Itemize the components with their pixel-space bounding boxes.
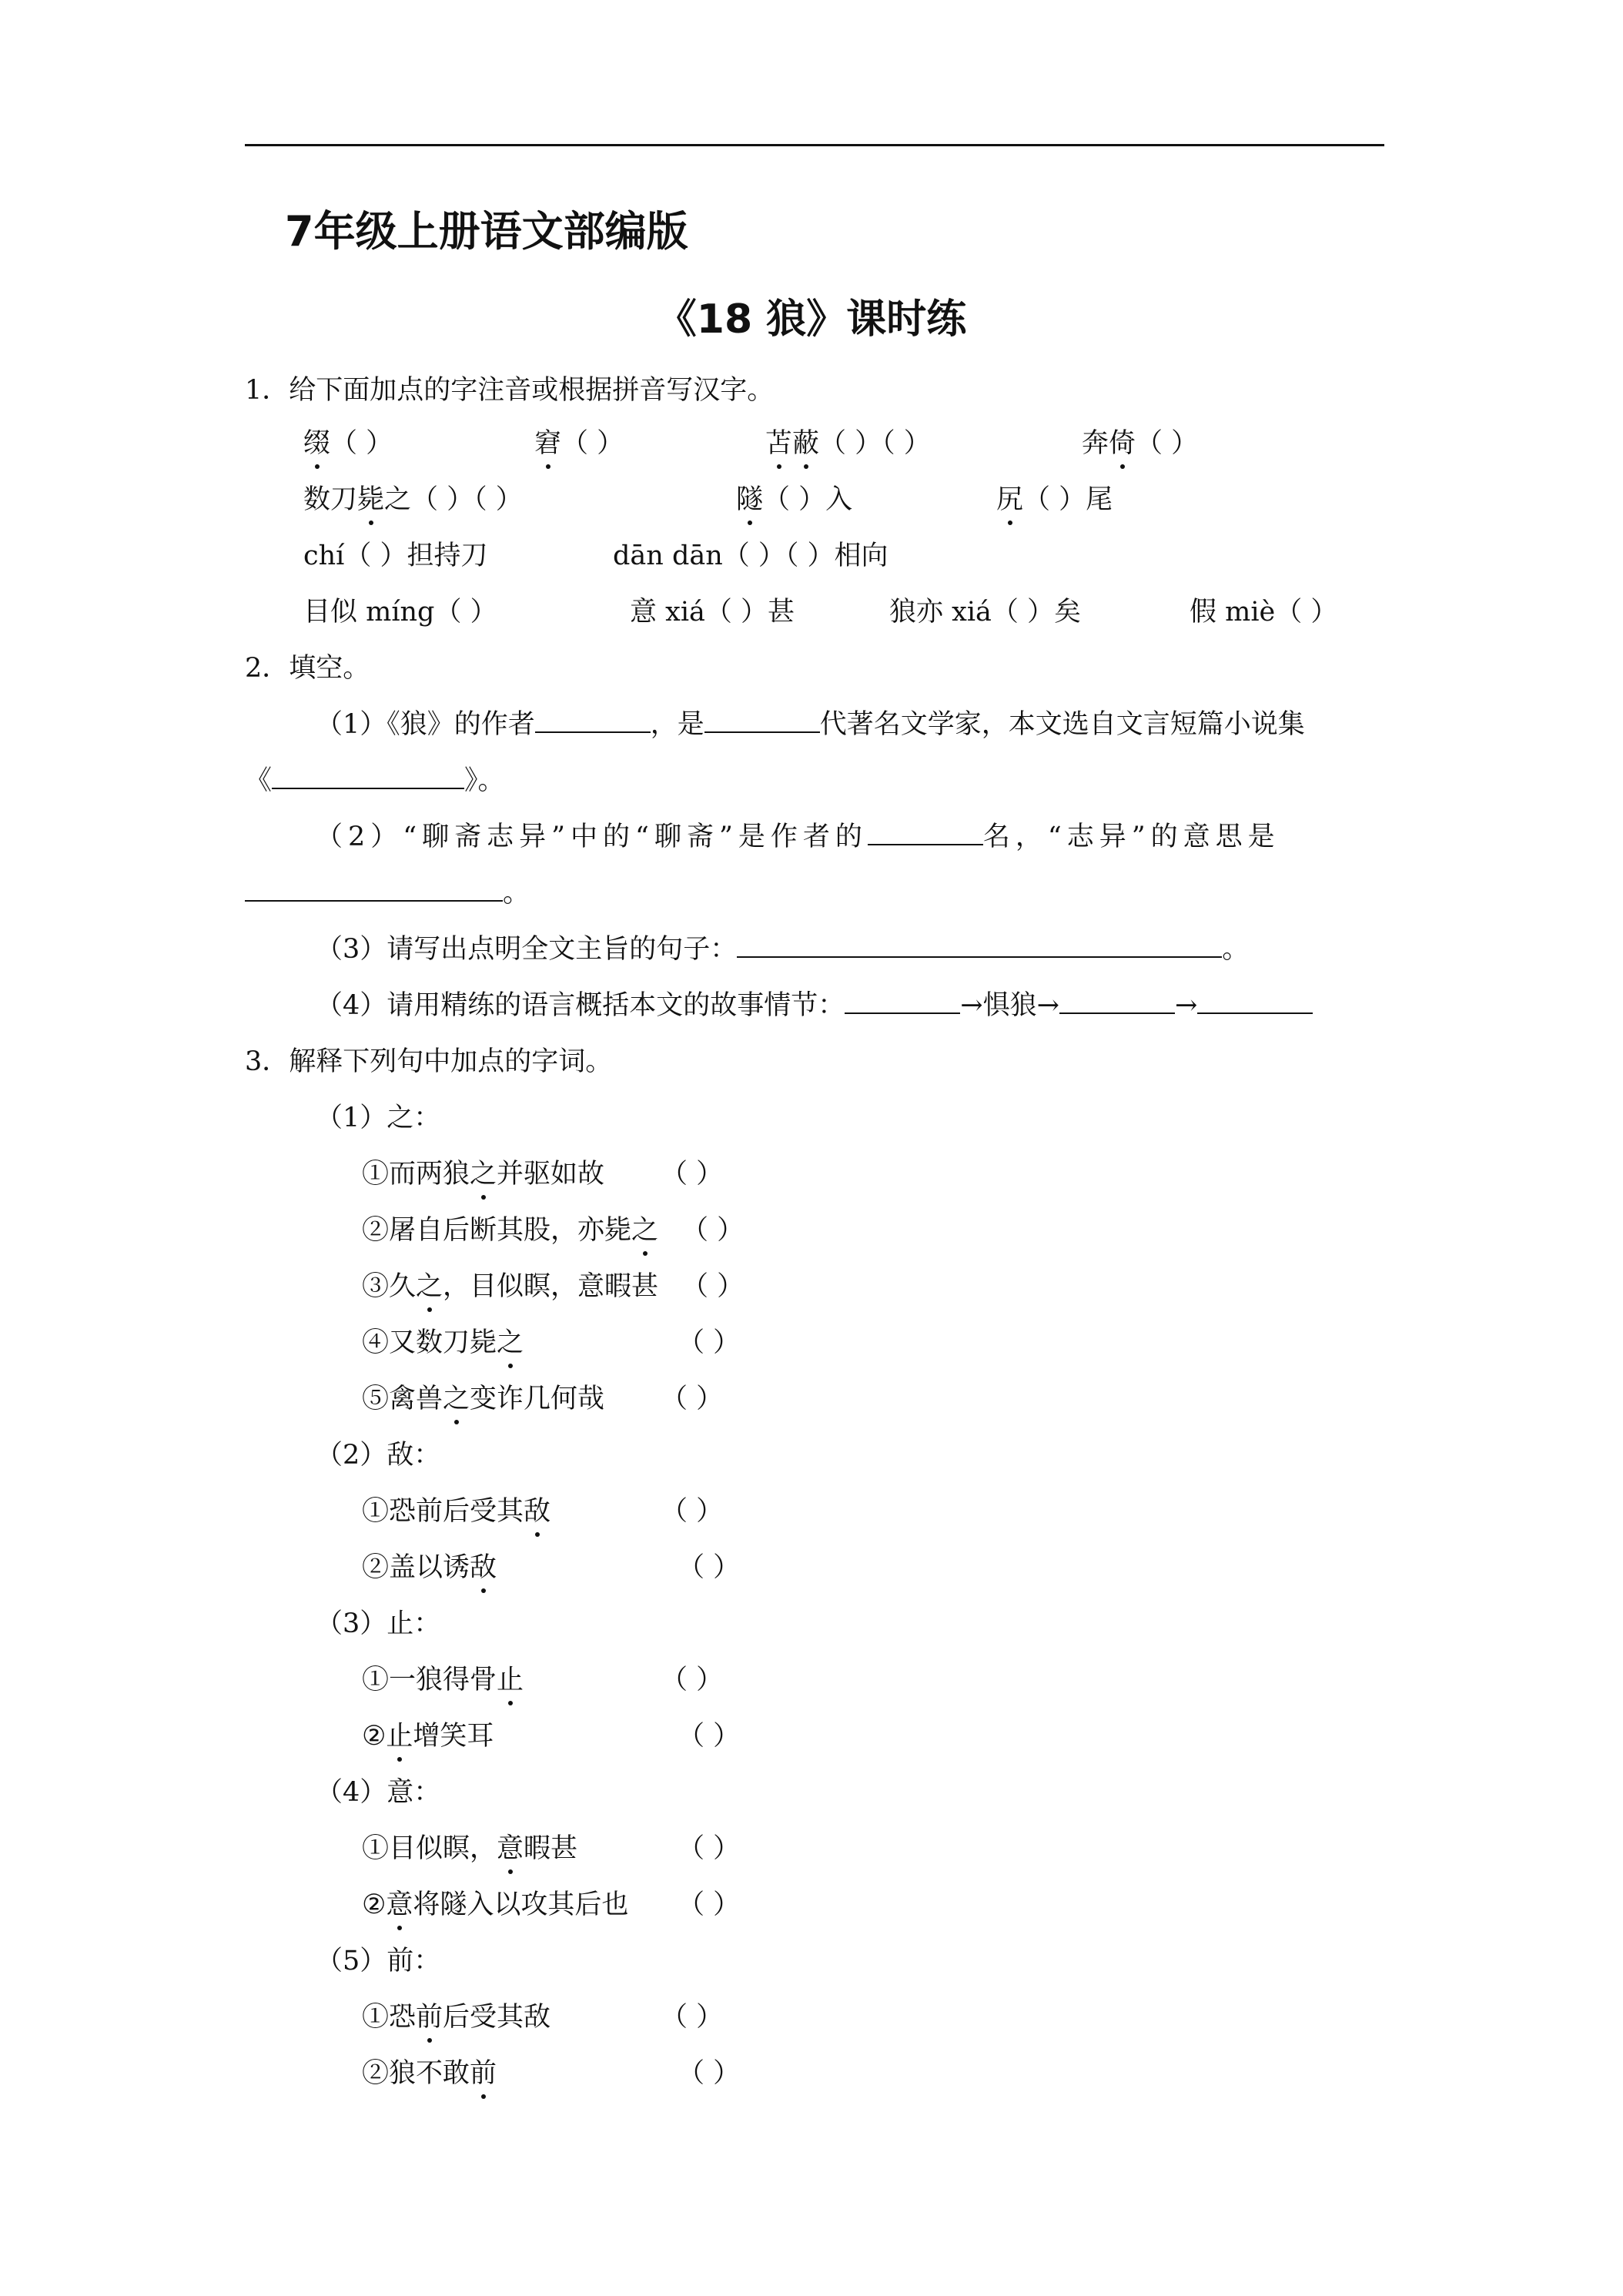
q1-paren: （ ）	[561, 428, 624, 459]
dot-char: 蔽	[792, 425, 819, 462]
q1-item-sui	[736, 481, 852, 518]
dot-char: 缀	[303, 425, 330, 462]
dot-char: 意	[386, 1886, 413, 1923]
answer-blank[interactable]	[1059, 989, 1175, 1014]
dot-char: 止	[386, 1718, 413, 1755]
grade-heading: 7年级上册语文部编版	[285, 207, 688, 256]
q1-item-zhui	[303, 425, 393, 462]
q3-group-head: （5）前：	[316, 1946, 441, 1976]
answer-blank[interactable]	[535, 708, 651, 733]
q1-item-ming: 目似 míng（ ）	[303, 597, 497, 628]
q3-group-head: （3）止：	[316, 1608, 441, 1639]
q2-label: 2．填空。	[245, 653, 370, 684]
q1-item-chi: chí（ ）担持刀	[303, 541, 488, 571]
answer-paren[interactable]: （ ）	[661, 1384, 724, 1414]
q1-paren: （ ）（ ）	[819, 428, 931, 459]
q1-label: 1．给下面加点的字注音或根据拼音写汉字。	[245, 375, 775, 406]
answer-blank[interactable]	[704, 708, 820, 733]
q3-item: ①恐前后受其敌	[362, 1493, 550, 1530]
q3-item: ②屠自后断其股，亦毙之	[362, 1212, 658, 1249]
dot-char: 之	[631, 1212, 658, 1249]
q3-item: ②意将隧入以攻其后也	[362, 1886, 628, 1923]
q1-paren: 之（ ）（ ）	[384, 484, 523, 515]
dot-char: 苫	[765, 425, 792, 462]
answer-paren[interactable]: （ ）	[678, 1889, 741, 1920]
dot-char: 前	[416, 1999, 443, 2036]
answer-blank[interactable]	[737, 933, 1222, 958]
q2-part1: （1）《狼》的作者 ，是 代著名文学家，本文选自文言短篇小说集	[316, 709, 1305, 740]
q3-item: ④又数刀毙之	[362, 1324, 524, 1361]
q1-paren: （ ）	[330, 428, 393, 459]
q3-group-head: （4）意：	[316, 1777, 441, 1808]
q3-item: ①而两狼之并驱如故	[362, 1156, 604, 1193]
dot-char: 之	[497, 1324, 524, 1361]
answer-paren[interactable]: （ ）	[661, 1496, 724, 1527]
q3-label: 3．解释下列句中加点的字词。	[245, 1046, 613, 1077]
answer-paren[interactable]: （ ）	[661, 1665, 724, 1695]
q1-paren: （ ）尾	[1023, 484, 1113, 515]
dot-char: 前	[470, 2055, 497, 2092]
answer-blank[interactable]	[272, 765, 464, 789]
q2-part3: （3）请写出点明全文主旨的句子： 。	[316, 934, 1250, 965]
q3-item: ⑤禽兽之变诈几何哉	[362, 1381, 604, 1417]
q3-item: ①目似瞑，意暇甚	[362, 1830, 577, 1867]
dot-char: 止	[497, 1662, 524, 1699]
answer-paren[interactable]: （ ）	[681, 1215, 745, 1246]
dot-char: 之	[416, 1268, 443, 1305]
q2-part4: （4）请用精练的语言概括本文的故事情节： →惧狼→ →	[316, 987, 1313, 1024]
q2-part1-cont: 《 》。	[245, 765, 505, 796]
q2-part2-cont: 。	[245, 875, 530, 912]
q1-item-xia1: 意 xiá（ ）甚	[630, 597, 795, 628]
q1-item-dandan: dān dān（ ）（ ）相向	[613, 541, 888, 571]
answer-paren[interactable]: （ ）	[678, 1327, 741, 1358]
answer-paren[interactable]: （ ）	[678, 1721, 741, 1752]
q3-group-head: （2）敌：	[316, 1440, 441, 1471]
answer-paren[interactable]: （ ）	[678, 2058, 741, 2089]
dot-char: 敌	[524, 1493, 550, 1530]
dot-char: 尻	[996, 481, 1023, 518]
q3-item: ③久之，目似瞑，意暇甚	[362, 1268, 658, 1305]
answer-paren[interactable]: （ ）	[661, 2002, 724, 2033]
dot-char: 之	[443, 1381, 470, 1417]
q1-item-xia2: 狼亦 xiá（ ）矣	[889, 597, 1082, 628]
q1-paren: （ ）入	[763, 484, 853, 515]
answer-blank[interactable]	[845, 989, 960, 1014]
answer-paren[interactable]: （ ）	[661, 1159, 724, 1190]
q1-item-shanbi	[765, 425, 931, 462]
dot-char: 窘	[534, 425, 561, 462]
answer-paren[interactable]: （ ）	[678, 1833, 741, 1864]
q3-item: ①恐前后受其敌	[362, 1999, 550, 2036]
q1-item-benyi: 奔倚（ ）	[1082, 425, 1198, 462]
q3-item: ②盖以诱敌	[362, 1549, 497, 1586]
answer-blank[interactable]	[868, 821, 983, 845]
answer-paren[interactable]: （ ）	[681, 1271, 745, 1302]
header-rule	[245, 144, 1384, 146]
q1-item-bi: 数刀毙之（ ）（ ）	[303, 481, 523, 518]
page-title: 《18 狼》课时练	[656, 296, 967, 343]
q3-item: ①一狼得骨止	[362, 1662, 524, 1699]
q1-item-kao	[996, 481, 1113, 518]
answer-paren[interactable]: （ ）	[678, 1552, 741, 1583]
dot-char: 之	[470, 1156, 497, 1193]
answer-blank[interactable]	[1197, 989, 1313, 1014]
q2-part2: （2）“聊斋志异”中的“聊斋”是作者的 名，“志异”的意思是	[316, 822, 1280, 852]
answer-blank[interactable]	[245, 877, 503, 902]
q3-item: ②狼不敢前	[362, 2055, 497, 2092]
dot-char: 毙	[357, 481, 384, 518]
q1-item-mie: 假 miè（ ）	[1190, 597, 1338, 628]
q3-item: ②止增笑耳	[362, 1718, 494, 1755]
q1-paren: （ ）	[1136, 428, 1199, 459]
dot-char: 敌	[470, 1549, 497, 1586]
dot-char: 意	[497, 1830, 524, 1867]
q3-group-head: （1）之：	[316, 1103, 441, 1133]
q1-item-jiong	[534, 425, 624, 462]
dot-char: 倚	[1109, 425, 1136, 462]
dot-char: 隧	[736, 481, 763, 518]
